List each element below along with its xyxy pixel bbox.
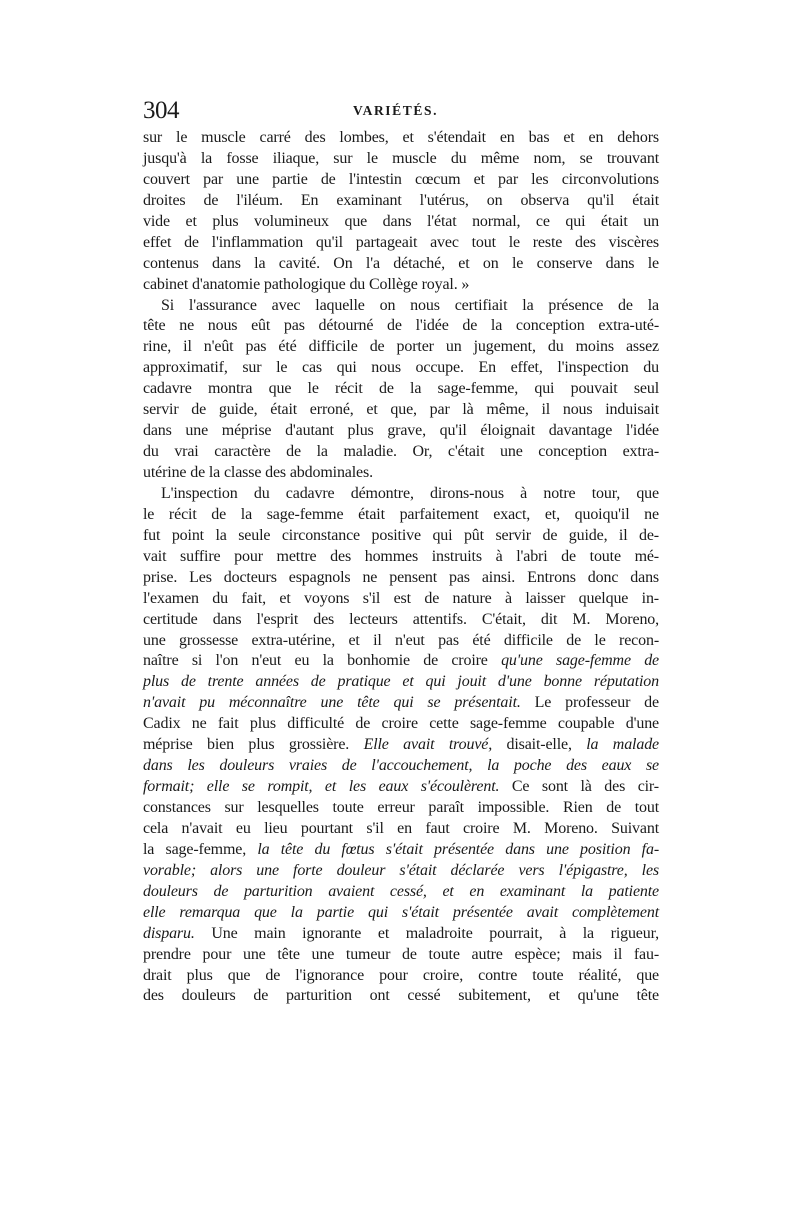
text-line — [143, 945, 659, 966]
page-number: 304 — [143, 97, 179, 124]
text-run: Cadix ne fait plus difficulté de croire cette sage-femme coupable d'une — [143, 715, 659, 733]
text-line — [143, 777, 659, 798]
text-run: L'inspection du cadavre démontre, dirons-nous à notre tour, que — [161, 484, 659, 502]
text-line — [143, 400, 659, 421]
text-run: Si l'assurance avec laquelle on nous certifiait la présence de la — [161, 296, 659, 314]
text-run: Ce sont là des cir- — [499, 778, 659, 796]
text-line — [143, 966, 659, 987]
text-run: effet de l'inflammation qu'il partageait avec tout le reste des viscères — [143, 233, 659, 251]
text-line — [143, 296, 659, 317]
text-line — [143, 170, 659, 191]
text-run: Le professeur de — [520, 694, 659, 712]
italic-text-run: Elle avait trouvé, — [363, 736, 493, 754]
text-line — [143, 484, 659, 505]
text-run: utérine de la classe des abdominales. — [143, 464, 373, 481]
text-run: le récit de la sage-femme était parfaitement exact, et, quoiqu'il ne — [143, 505, 659, 523]
text-run: vide et plus volumineux que dans l'état normal, ce qui était un — [143, 212, 659, 230]
text-run: approximatif, sur le cas qui nous occupe. En effet, l'inspection du — [143, 359, 659, 377]
text-line — [143, 505, 659, 526]
text-line — [143, 254, 659, 275]
text-line — [143, 693, 659, 714]
text-run: tête ne nous eût pas détourné de l'idée de la conception extra-uté- — [143, 317, 659, 335]
italic-text-run: la tête du fœtus s'était présentée dans une position fa- — [257, 840, 660, 858]
text-run: jusqu'à la fosse iliaque, sur le muscle du même nom, se trouvant — [143, 149, 659, 167]
text-line — [143, 547, 659, 568]
italic-text-run: qu'une sage-femme de — [501, 652, 660, 670]
text-line — [143, 568, 659, 589]
italic-text-run: la malade — [586, 736, 659, 754]
text-run: constances sur lesquelles toute erreur paraît impossible. Rien de tout — [143, 799, 659, 816]
text-line — [143, 631, 659, 652]
text-line — [143, 191, 659, 212]
italic-text-run: formait; elle se rompit, et les eaux s'écoulèrent. — [143, 778, 500, 796]
text-line — [143, 651, 659, 672]
text-line — [143, 233, 659, 254]
text-run: cadavre montra que le récit de la sage-femme, qui pouvait seul — [143, 380, 659, 398]
text-line — [143, 379, 659, 400]
page-header — [143, 96, 659, 128]
text-run: la sage-femme, — [143, 840, 258, 858]
text-run: naître si l'on n'eut eu la bonhomie de croire — [143, 652, 502, 670]
book-page — [143, 96, 659, 1007]
text-run: cabinet d'anatomie pathologique du Collège royal. » — [143, 275, 470, 293]
running-head: VARIÉTÉS. — [353, 103, 439, 118]
text-line — [143, 924, 659, 945]
text-run: couvert par une partie de l'intestin cœcum et par les circonvolutions — [143, 170, 659, 188]
text-line — [143, 275, 659, 296]
text-line — [143, 526, 659, 547]
italic-text-run: elle remarqua que la partie qui s'était présentée avait complètement — [143, 903, 659, 921]
text-line — [143, 212, 659, 233]
text-line — [143, 756, 659, 777]
text-line — [143, 903, 659, 924]
italic-text-run: douleurs de parturition avaient cessé, et en examinant la patiente — [143, 882, 659, 900]
italic-text-run: plus de trente années de pratique et qui jouit d'une bonne réputation — [143, 673, 659, 691]
text-run: du vrai caractère de la maladie. Or, c'était une conception extra- — [143, 443, 659, 461]
text-line — [143, 128, 659, 149]
text-run: rine, il n'eût pas été difficile de porter un jugement, du moins assez — [143, 338, 659, 356]
text-run: vait suffire pour mettre des hommes instruits à l'abri de toute mé- — [143, 547, 659, 565]
text-run: contenus dans la cavité. On l'a détaché, et on le conserve dans le — [143, 254, 659, 272]
text-run: certitude dans l'esprit des lecteurs attentifs. C'était, dit M. Moreno, — [143, 610, 659, 628]
text-run: cela n'avait eu lieu pourtant s'il en faut croire M. Moreno. Suivant — [143, 819, 659, 837]
text-line — [143, 358, 659, 379]
text-run: des douleurs de parturition ont cessé subitement, et qu'une tête — [143, 987, 659, 1005]
text-run: servir de guide, était erroné, et que, par là même, il nous induisait — [143, 401, 659, 419]
text-line — [143, 421, 659, 442]
text-run: une grossesse extra-utérine, et il n'eut pas été difficile de le recon- — [143, 631, 659, 649]
text-line — [143, 735, 659, 756]
text-line — [143, 672, 659, 693]
text-line — [143, 882, 659, 903]
italic-text-run: disparu. — [143, 924, 195, 942]
text-run: Une main ignorante et maladroite pourrait, à la rigueur, — [194, 924, 659, 942]
text-line — [143, 819, 659, 840]
text-line — [143, 840, 659, 861]
text-line — [143, 986, 659, 1007]
italic-text-run: dans les douleurs vraies de l'accouchement, la poche des eaux se — [143, 757, 659, 775]
text-run: sur le muscle carré des lombes, et s'étendait en bas et en dehors — [143, 129, 659, 146]
text-run: dans une méprise d'autant plus grave, qu'il éloignait davantage l'idée — [143, 422, 659, 440]
text-line — [143, 442, 659, 463]
text-run: drait plus que de l'ignorance pour croire, contre toute réalité, que — [143, 966, 659, 984]
text-run: droites de l'iléum. En examinant l'utérus, on observa qu'il était — [143, 191, 659, 209]
text-run: l'examen du fait, et voyons s'il est de nature à laisser quelque in- — [143, 589, 659, 607]
text-run: disait-elle, — [492, 736, 587, 754]
text-run: prendre pour une tête une tumeur de toute autre espèce; mais il fau- — [143, 945, 659, 963]
text-line — [143, 337, 659, 358]
text-line — [143, 714, 659, 735]
text-line — [143, 149, 659, 170]
italic-text-run: vorable; alors une forte douleur s'était déclarée vers l'épigastre, les — [143, 861, 659, 879]
text-line — [143, 463, 659, 484]
text-line — [143, 316, 659, 337]
text-line — [143, 610, 659, 631]
text-line — [143, 798, 659, 819]
text-line — [143, 861, 659, 882]
italic-text-run: n'avait pu méconnaître une tête qui se présentait. — [143, 694, 521, 712]
text-run: prise. Les docteurs espagnols ne pensent pas ainsi. Entrons donc dans — [143, 568, 659, 586]
text-line — [143, 589, 659, 610]
text-run: méprise bien plus grossière. — [143, 736, 364, 754]
text-run: fut point la seule circonstance positive qui pût servir de guide, il de- — [143, 526, 659, 544]
body-text — [143, 128, 659, 1007]
